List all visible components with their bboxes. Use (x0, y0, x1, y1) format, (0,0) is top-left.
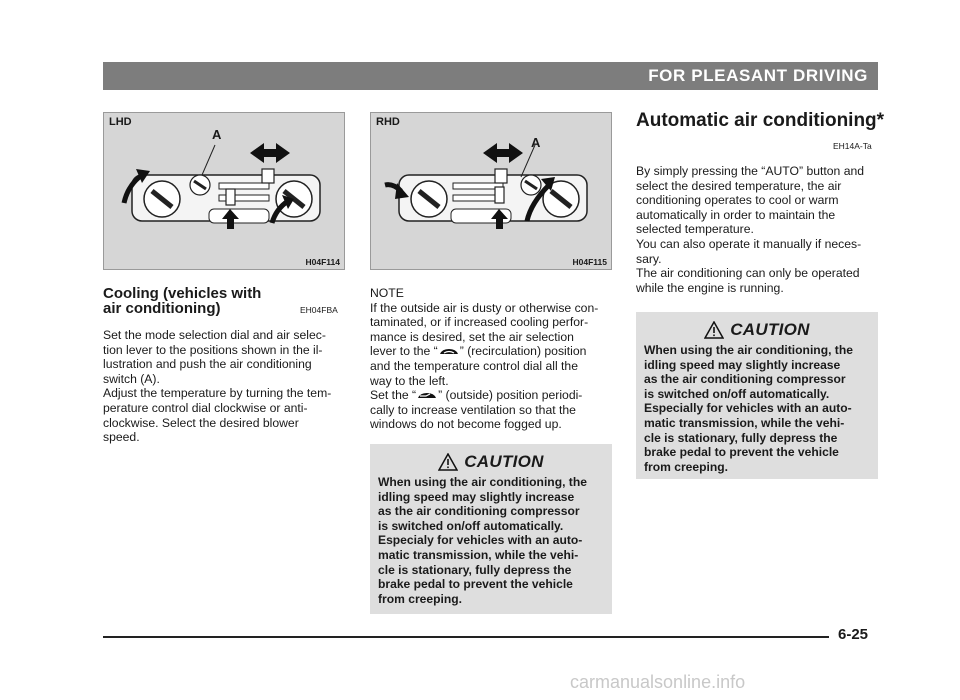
cooling-body (103, 328, 348, 445)
auto-ac-title: Automatic air conditioning* (636, 110, 885, 131)
caution-line: is switched on/off automatically. (644, 386, 830, 401)
body-line: perature control dial clockwise or anti- (103, 400, 308, 415)
caution-text (378, 475, 604, 606)
auto-ac-code: EH14A-Ta (833, 141, 872, 151)
caution-text (644, 343, 870, 474)
outside-air-icon (416, 391, 438, 401)
body-line: selected temperature. (636, 222, 754, 237)
caution-line: matic transmission, while the vehi- (378, 547, 579, 562)
cooling-title-line2: air conditioning) (103, 300, 221, 317)
body-line: lustration and push the air conditioning (103, 357, 312, 372)
body-line: Adjust the temperature by turning the tem- (103, 386, 332, 401)
cooling-title-line1: Cooling (vehicles with (103, 285, 262, 302)
caution-header (378, 452, 604, 472)
figure-rhd (370, 112, 612, 270)
footer-rule (103, 636, 829, 638)
body-line (370, 344, 615, 359)
body-line: way to the left. (370, 373, 449, 388)
caution-line: Especially for vehicles with an auto- (644, 401, 852, 416)
body-line: If the outside air is dusty or otherwise con- (370, 300, 599, 315)
outside-prefix: Set the “ (370, 388, 417, 403)
caution-line: When using the air conditioning, the (644, 343, 853, 357)
body-line: clockwise. Select the desired blower (103, 415, 299, 430)
body-line: By simply pressing the “AUTO” button and (636, 164, 865, 178)
caution-line: Especialy for vehicles with an auto- (378, 533, 583, 548)
figure-side-label: RHD (376, 116, 400, 128)
caution-box-mid (370, 444, 612, 614)
body-line: windows do not become fogged up. (370, 417, 562, 432)
body-line: taminated, or if increased cooling perfor- (370, 315, 589, 330)
figure-lhd (103, 112, 345, 270)
cooling-title (103, 286, 261, 316)
body-line: while the engine is running. (636, 280, 784, 295)
body-line: automatically in order to maintain the (636, 207, 836, 222)
body-line (370, 388, 615, 403)
caution-line: When using the air conditioning, the (378, 475, 587, 489)
recirculation-icon (438, 347, 460, 357)
caution-line: matic transmission, while the vehi- (644, 415, 845, 430)
caution-box-right (636, 312, 878, 479)
cooling-code: EH04FBA (300, 305, 338, 315)
caution-line: from creeping. (644, 459, 729, 474)
caution-line: cle is stationary, fully depress the (644, 430, 838, 445)
body-line: You can also operate it manually if neces- (636, 236, 862, 251)
caution-line: brake pedal to prevent the vehicle (378, 577, 573, 592)
body-line: sary. (636, 251, 662, 266)
body-line: Set the mode selection dial and air selec- (103, 328, 326, 342)
caution-line: cle is stationary, fully depress the (378, 562, 572, 577)
figure-code: H04F115 (572, 257, 607, 267)
body-line: switch (A). (103, 371, 160, 386)
outside-suffix: ” (outside) position periodi- (438, 388, 583, 403)
warning-triangle-icon (438, 453, 458, 471)
body-line: The air conditioning can only be operated (636, 266, 860, 281)
body-line: conditioning operates to cool or warm (636, 193, 839, 208)
figure-side-label: LHD (109, 116, 132, 128)
body-line: mance is desired, set the air selection (370, 329, 574, 344)
auto-ac-body (636, 164, 881, 295)
warning-triangle-icon (704, 321, 724, 339)
recirc-suffix: ” (recirculation) position (459, 344, 587, 359)
figure-code: H04F114 (305, 257, 340, 267)
watermark: carmanualsonline.info (570, 672, 746, 692)
callout-a: A (212, 127, 222, 142)
body-line: and the temperature control dial all the (370, 358, 578, 373)
caution-line: idling speed may slightly increase (378, 489, 575, 504)
body-line: tion lever to the positions shown in the il- (103, 342, 323, 357)
caution-label: CAUTION (730, 320, 810, 339)
caution-line: as the air conditioning compressor (644, 372, 846, 387)
page-number: 6-25 (838, 626, 869, 643)
callout-a: A (531, 135, 541, 150)
ac-panel-illustration-rhd (371, 113, 613, 271)
caution-line: from creeping. (378, 591, 463, 606)
body-line: speed. (103, 430, 140, 445)
section-header (103, 62, 878, 90)
caution-line: idling speed may slightly increase (644, 357, 841, 372)
caution-line: is switched on/off automatically. (378, 518, 564, 533)
caution-line: as the air conditioning compressor (378, 504, 580, 519)
recirc-prefix: lever to the “ (370, 344, 438, 359)
caution-label: CAUTION (464, 452, 544, 471)
ac-panel-illustration-lhd (104, 113, 346, 271)
body-line: select the desired temperature, the air (636, 178, 842, 193)
caution-line: brake pedal to prevent the vehicle (644, 445, 839, 460)
caution-header (644, 320, 870, 340)
body-line: cally to increase ventilation so that the (370, 402, 576, 417)
note-heading: NOTE (370, 286, 404, 300)
note-body (370, 286, 615, 432)
section-title: FOR PLEASANT DRIVING (648, 66, 868, 85)
